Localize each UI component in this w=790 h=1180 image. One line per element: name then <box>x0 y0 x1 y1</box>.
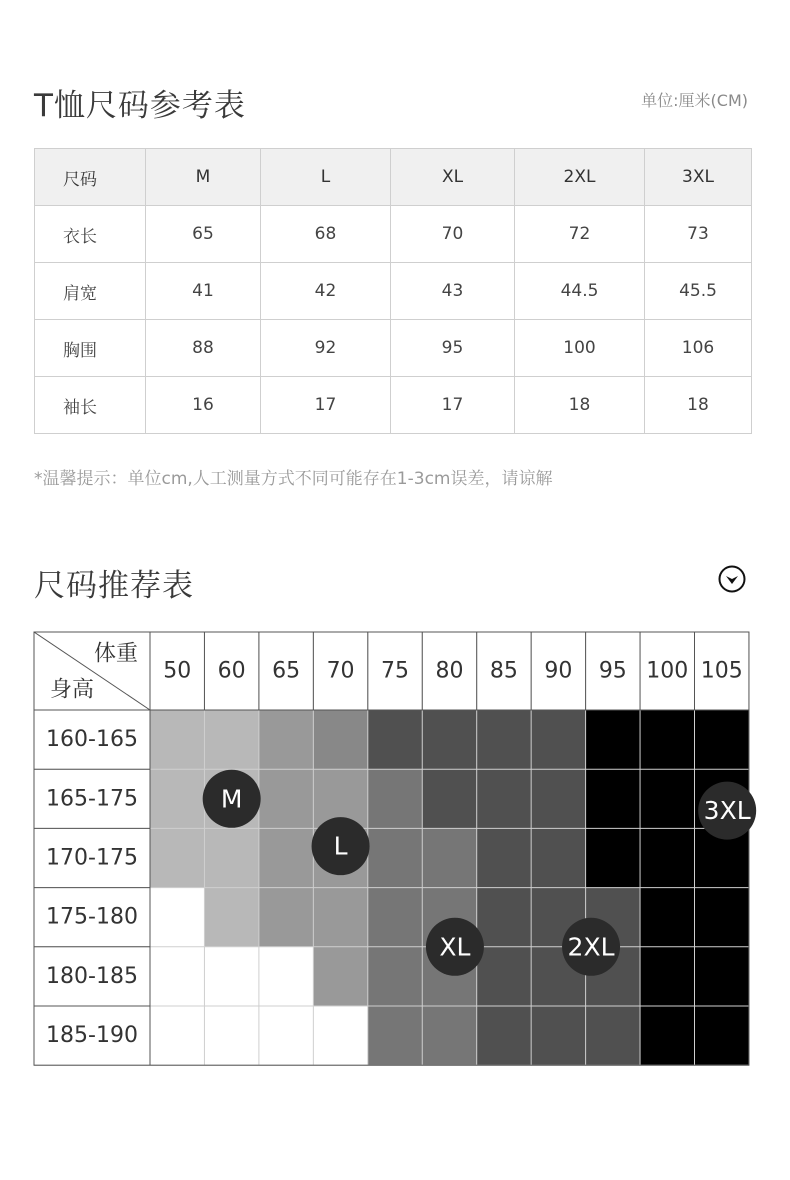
grid-cell <box>204 888 258 947</box>
grid-cell <box>531 828 585 887</box>
grid-cell <box>259 769 313 828</box>
grid-cell <box>313 947 367 1006</box>
table-cell: 18 <box>645 377 752 434</box>
row-label: 肩宽 <box>35 263 146 320</box>
height-label: 170-175 <box>46 845 138 871</box>
row-label: 衣长 <box>35 206 146 263</box>
grid-cell <box>150 710 204 769</box>
grid-cell <box>259 710 313 769</box>
weight-header: 90 <box>544 658 573 684</box>
header-cell: 2XL <box>515 149 645 206</box>
header-cell: 3XL <box>645 149 752 206</box>
grid-cell <box>204 947 258 1006</box>
table-cell: 72 <box>515 206 645 263</box>
table-cell: 68 <box>261 206 391 263</box>
grid-cell <box>368 1006 422 1065</box>
size-badge-label: XL <box>439 932 471 962</box>
unit-label: 单位:厘米(CM) <box>641 91 748 110</box>
table-cell: 70 <box>391 206 515 263</box>
grid-cell <box>695 710 749 769</box>
header-cell: 尺码 <box>35 149 146 206</box>
grid-cell <box>422 769 476 828</box>
table-cell: 88 <box>146 320 261 377</box>
table-cell: 16 <box>146 377 261 434</box>
grid-cell <box>586 828 640 887</box>
grid-cell <box>150 888 204 947</box>
weight-header: 85 <box>489 658 518 684</box>
height-label: 185-190 <box>46 1023 138 1049</box>
table-cell: 106 <box>645 320 752 377</box>
row-label: 袖长 <box>35 377 146 434</box>
grid-cell <box>640 1006 694 1065</box>
grid-cell <box>531 1006 585 1065</box>
grid-cell <box>259 828 313 887</box>
grid-cell <box>477 947 531 1006</box>
weight-header: 70 <box>326 658 355 684</box>
weight-header: 60 <box>217 658 246 684</box>
grid-cell <box>586 769 640 828</box>
grid-cell <box>640 710 694 769</box>
grid-cell <box>259 888 313 947</box>
grid-cell <box>313 710 367 769</box>
table-cell: 95 <box>391 320 515 377</box>
grid-cell <box>150 947 204 1006</box>
table-cell: 42 <box>261 263 391 320</box>
weight-header: 50 <box>163 658 192 684</box>
grid-cell <box>259 1006 313 1065</box>
height-label: 175-180 <box>46 904 138 930</box>
size-badge-label: 2XL <box>567 932 615 962</box>
weight-header: 100 <box>646 658 689 684</box>
weight-header: 75 <box>381 658 410 684</box>
grid-cell <box>150 828 204 887</box>
grid-cell <box>477 1006 531 1065</box>
size-badge-label: L <box>333 831 348 861</box>
recommend-chart-title: 尺码推荐表 <box>34 568 194 604</box>
weight-header: 105 <box>700 658 743 684</box>
table-cell: 100 <box>515 320 645 377</box>
grid-cell <box>368 888 422 947</box>
header-cell: L <box>261 149 391 206</box>
height-label: 180-185 <box>46 963 138 989</box>
grid-cell <box>531 710 585 769</box>
grid-cell <box>695 1006 749 1065</box>
grid-cell <box>640 947 694 1006</box>
grid-cell <box>150 1006 204 1065</box>
table-cell: 17 <box>391 377 515 434</box>
table-cell: 18 <box>515 377 645 434</box>
grid-cell <box>640 888 694 947</box>
grid-cell <box>204 1006 258 1065</box>
corner-weight-label: 体重 <box>93 641 139 667</box>
grid-cell <box>586 1006 640 1065</box>
size-badge-label: M <box>220 784 243 814</box>
grid-cell <box>695 947 749 1006</box>
height-label: 160-165 <box>46 727 138 753</box>
grid-cell <box>531 769 585 828</box>
header-cell: XL <box>391 149 515 206</box>
table-cell: 44.5 <box>515 263 645 320</box>
grid-cell <box>422 828 476 887</box>
grid-cell <box>477 828 531 887</box>
grid-cell <box>477 710 531 769</box>
table-cell: 92 <box>261 320 391 377</box>
table-cell: 45.5 <box>645 263 752 320</box>
grid-cell <box>368 828 422 887</box>
grid-cell <box>695 888 749 947</box>
table-cell: 17 <box>261 377 391 434</box>
grid-cell <box>204 828 258 887</box>
size-chart-title: T恤尺码参考表 <box>34 88 246 124</box>
grid-cell <box>586 710 640 769</box>
grid-cell <box>640 769 694 828</box>
size-badge-label: 3XL <box>703 796 751 826</box>
table-cell: 65 <box>146 206 261 263</box>
measurement-tip: *温馨提示：单位cm,人工测量方式不同可能存在1-3cm误差，请谅解 <box>34 469 553 489</box>
grid-cell <box>259 947 313 1006</box>
weight-header: 65 <box>272 658 301 684</box>
grid-cell <box>368 769 422 828</box>
grid-cell <box>477 888 531 947</box>
grid-cell <box>150 769 204 828</box>
corner-height-label: 身高 <box>49 677 95 703</box>
row-label: 胸围 <box>35 320 146 377</box>
grid-cell <box>422 710 476 769</box>
grid-cell <box>313 888 367 947</box>
table-cell: 43 <box>391 263 515 320</box>
weight-header: 95 <box>598 658 627 684</box>
grid-cell <box>477 769 531 828</box>
height-label: 165-175 <box>46 786 138 812</box>
grid-cell <box>204 710 258 769</box>
table-cell: 41 <box>146 263 261 320</box>
grid-cell <box>313 1006 367 1065</box>
grid-cell <box>422 1006 476 1065</box>
header-cell: M <box>146 149 261 206</box>
grid-cell <box>368 710 422 769</box>
table-cell: 73 <box>645 206 752 263</box>
weight-header: 80 <box>435 658 464 684</box>
grid-cell <box>368 947 422 1006</box>
grid-cell <box>640 828 694 887</box>
